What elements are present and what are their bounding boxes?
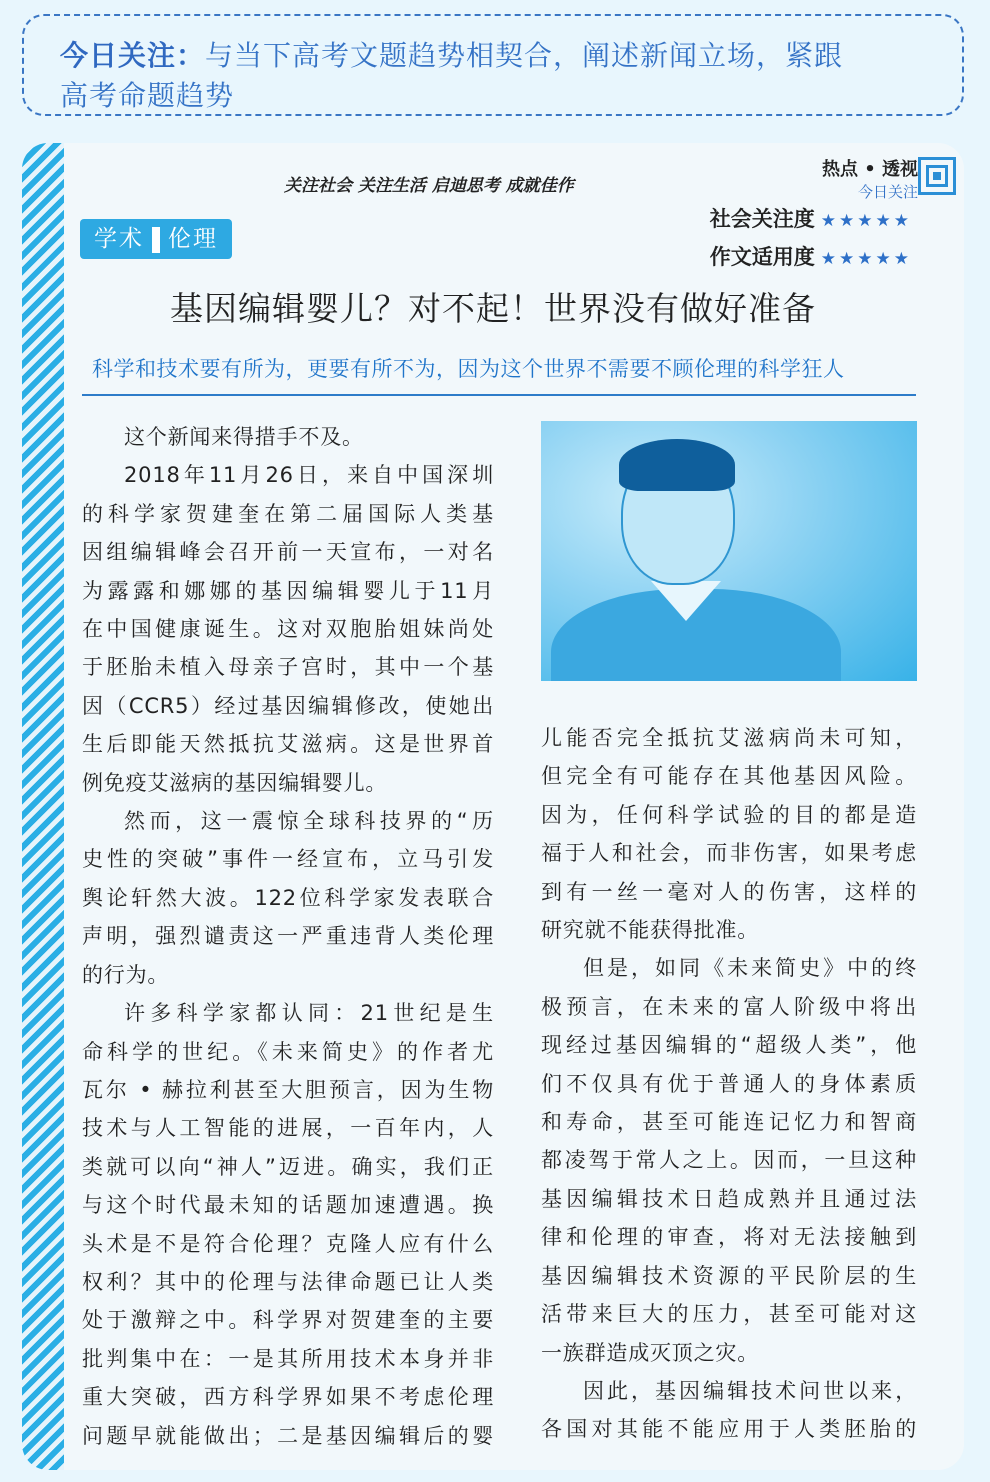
text-line: 因此，基因编辑技术问世以来， bbox=[583, 1378, 917, 1403]
banner-line1: 与当下高考文题趋势相契合，阐述新闻立场，紧跟 bbox=[205, 39, 844, 72]
text-line: 和寿命，甚至可能连记忆力和智商 bbox=[541, 1110, 917, 1135]
article-column-left bbox=[82, 418, 494, 1455]
photo-hair bbox=[619, 439, 735, 491]
hot-topic-subtitle: 今日关注 bbox=[857, 183, 918, 201]
text-line: 命科学的世纪。《未来简史》的作者尤 bbox=[82, 1039, 494, 1064]
text-line: 类就可以向“神人”迈进。确实，我们正 bbox=[82, 1154, 494, 1179]
text-line: 2018年11月26日，来自中国深圳 bbox=[124, 463, 494, 488]
decorative-stripes bbox=[22, 143, 64, 1470]
article-title: 基因编辑婴儿？对不起！世界没有做好准备 bbox=[170, 289, 816, 328]
star-rating-icon: ★★★★★ bbox=[820, 211, 912, 231]
hot-topic-title: 热点 • 透视 bbox=[821, 159, 918, 180]
text-line: 重大突破，西方科学界如果不考虑伦理 bbox=[82, 1385, 494, 1410]
text-line: 例免疫艾滋病的基因编辑婴儿。 bbox=[82, 770, 388, 795]
magazine-page bbox=[22, 143, 964, 1470]
text-line: 现经过基因编辑的“超级人类”，他 bbox=[541, 1033, 917, 1058]
text-line: 于胚胎未植入母亲子宫时，其中一个基 bbox=[82, 655, 494, 680]
text-line: 一族群造成灭顶之灾。 bbox=[541, 1340, 759, 1365]
focus-banner bbox=[22, 14, 964, 116]
category-tag bbox=[80, 219, 232, 259]
text-line: 但完全有可能存在其他基因风险。 bbox=[541, 764, 917, 789]
banner-line2: 高考命题趋势 bbox=[60, 79, 235, 112]
text-line: 与这个时代最未知的话题加速遭遇。换 bbox=[82, 1193, 494, 1218]
social-attention-rating bbox=[710, 203, 912, 233]
text-line: 极预言，在未来的富人阶级中将出 bbox=[541, 994, 917, 1019]
text-line: 儿能否完全抵抗艾滋病尚未可知， bbox=[541, 726, 917, 750]
text-line: 基因编辑技术资源的平民阶层的生 bbox=[541, 1263, 917, 1288]
text-line: 因（CCR5）经过基因编辑修改，使她出 bbox=[82, 693, 494, 718]
text-line: 批判集中在：一是其所用技术本身并非 bbox=[82, 1346, 494, 1371]
star-rating-icon: ★★★★★ bbox=[820, 249, 912, 269]
essay-use-rating bbox=[710, 241, 912, 271]
portrait-photo bbox=[541, 421, 917, 681]
text-line: 但是，如同《未来简史》中的终 bbox=[583, 956, 917, 981]
text-line: 福于人和社会，而非伤害，如果考虑 bbox=[541, 841, 917, 866]
text-line: 各国对其能不能应用于人类胚胎的 bbox=[541, 1417, 917, 1442]
tag-right: 伦理 bbox=[168, 226, 218, 252]
tag-left: 学术 bbox=[94, 226, 144, 252]
text-line: 基因编辑技术日趋成熟并且通过法 bbox=[541, 1186, 917, 1211]
text-line: 生后即能天然抵抗艾滋病。这是世界首 bbox=[82, 732, 494, 757]
text-line: 技术与人工智能的进展，一百年内，人 bbox=[82, 1116, 494, 1141]
text-line: 然而，这一震惊全球科技界的“历 bbox=[124, 809, 494, 834]
text-line: 舆论轩然大波。122位科学家发表联合 bbox=[82, 885, 494, 910]
rating-label: 社会关注度 bbox=[709, 207, 815, 231]
text-line: 活带来巨大的压力，甚至可能对这 bbox=[541, 1302, 917, 1327]
qr-code-icon bbox=[918, 157, 956, 195]
article-subtitle: 科学和技术要有所为，更要有所不为，因为这个世界不需要不顾伦理的科学狂人 bbox=[92, 357, 845, 381]
tag-divider bbox=[152, 227, 160, 253]
text-line: 处于激辩之中。科学界对贺建奎的主要 bbox=[82, 1308, 494, 1333]
text-line: 为露露和娜娜的基因编辑婴儿于11月 bbox=[82, 578, 494, 603]
text-line: 瓦尔 • 赫拉利甚至大胆预言，因为生物 bbox=[82, 1077, 494, 1102]
text-line: 研究就不能获得批准。 bbox=[541, 918, 759, 943]
text-line: 律和伦理的审查，将对无法接触到 bbox=[541, 1225, 917, 1250]
banner-label: 今日关注： bbox=[60, 39, 206, 72]
text-line: 在中国健康诞生。这对双胞胎姐妹尚处 bbox=[82, 617, 494, 642]
text-line: 问题早就能做出；二是基因编辑后的婴 bbox=[82, 1423, 494, 1448]
article-column-right bbox=[541, 719, 917, 1449]
text-line: 声明，强烈谴责这一严重违背人类伦理 bbox=[82, 924, 494, 949]
text-line: 们不仅具有优于普通人的身体素质 bbox=[541, 1071, 917, 1096]
text-line: 的科学家贺建奎在第二届国际人类基 bbox=[82, 501, 494, 526]
text-line: 这个新闻来得措手不及。 bbox=[124, 425, 364, 449]
text-line: 权利？其中的伦理与法律命题已让人类 bbox=[82, 1269, 494, 1294]
title-divider bbox=[82, 394, 916, 396]
text-line: 因组编辑峰会召开前一天宣布，一对名 bbox=[82, 540, 494, 565]
text-line: 史性的突破”事件一经宣布，立马引发 bbox=[82, 847, 494, 872]
rating-label: 作文适用度 bbox=[709, 245, 815, 269]
hot-topic-box bbox=[822, 155, 918, 202]
text-line: 许多科学家都认同：21世纪是生 bbox=[124, 1001, 494, 1026]
text-line: 的行为。 bbox=[82, 962, 170, 987]
text-line: 到有一丝一毫对人的伤害，这样的 bbox=[541, 879, 917, 904]
text-line: 都凌驾于常人之上。因而，一旦这种 bbox=[541, 1148, 917, 1173]
page-slogan: 关注社会 关注生活 启迪思考 成就佳作 bbox=[284, 176, 574, 196]
text-line: 因为，任何科学试验的目的都是造 bbox=[541, 802, 917, 827]
text-line: 头术是不是符合伦理？克隆人应有什么 bbox=[82, 1231, 494, 1256]
